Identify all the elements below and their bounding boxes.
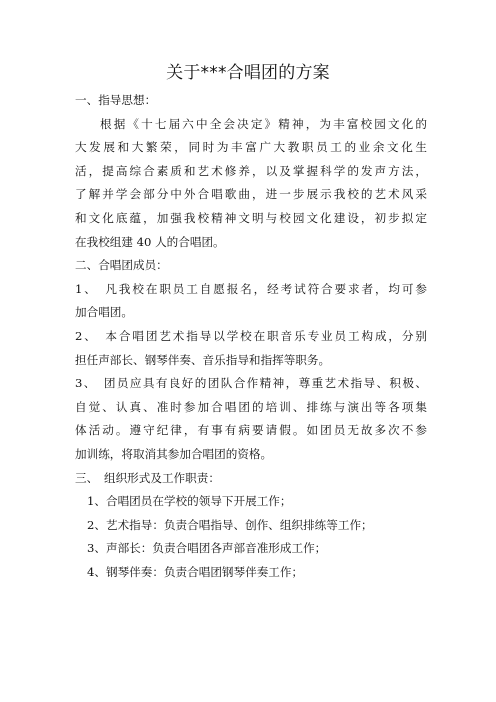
section-heading-1: 一、指导思想： — [75, 93, 157, 107]
list-item-line: 1、合唱团员在学校的领导下开展工作； — [87, 494, 292, 509]
list-item-line: 加训练，将取消其参加合唱团的资格。 — [75, 446, 273, 461]
document-title: 关于***合唱团的方案 — [166, 63, 330, 83]
document-body — [75, 89, 427, 584]
paragraph-line: 活，提高综合素质和艺术修养，以及掌握科学的发声方法， — [75, 163, 427, 178]
list-item-line: 3、 团员应具有良好的团队合作精神，尊重艺术指导、积极、 — [75, 376, 427, 391]
list-item-line: 担任声部长、钢琴伴奏、音乐指导和指挥等职务。 — [75, 352, 331, 367]
list-item-line: 体活动。遵守纪律，有事有病要请假。如团员无故多次不参 — [75, 423, 427, 438]
paragraph-line: 了解并学会部分中外合唱歌曲，进一步展示我校的艺术风采 — [75, 187, 427, 202]
paragraph-line: 大发展和大繁荣，同时为丰富广大教职员工的业余文化生 — [75, 140, 427, 155]
list-item-line: 2、艺术指导：负责合唱指导、创作、组织排练等工作； — [87, 517, 373, 532]
section-heading-3: 三、 组织形式及工作职责： — [75, 470, 220, 485]
paragraph-line: 在我校组建 40 人的合唱团。 — [75, 234, 225, 249]
section-heading-2: 二、合唱团成员： — [75, 258, 168, 273]
list-item-line: 2、 本合唱团艺术指导以学校在职音乐专业员工构成，分别 — [75, 328, 427, 343]
list-item-line: 自觉、认真、准时参加合唱团的培训、排练与演出等各项集 — [75, 399, 427, 414]
paragraph-line: 根据《十七届六中全会决定》精神，为丰富校园文化的 — [100, 116, 427, 131]
list-item-line: 4、钢琴伴奏：负责合唱团钢琴伴奏工作； — [87, 564, 304, 579]
list-item-line: 1、 凡我校在职员工自愿报名，经考试符合要求者，均可参 — [75, 281, 427, 296]
list-item-line: 加合唱团。 — [75, 305, 133, 320]
paragraph-line: 和文化底蕴，加强我校精神文明与校园文化建设，初步拟定 — [75, 210, 427, 225]
list-item-line: 3、声部长：负责合唱团各声部音准形成工作； — [87, 541, 327, 556]
